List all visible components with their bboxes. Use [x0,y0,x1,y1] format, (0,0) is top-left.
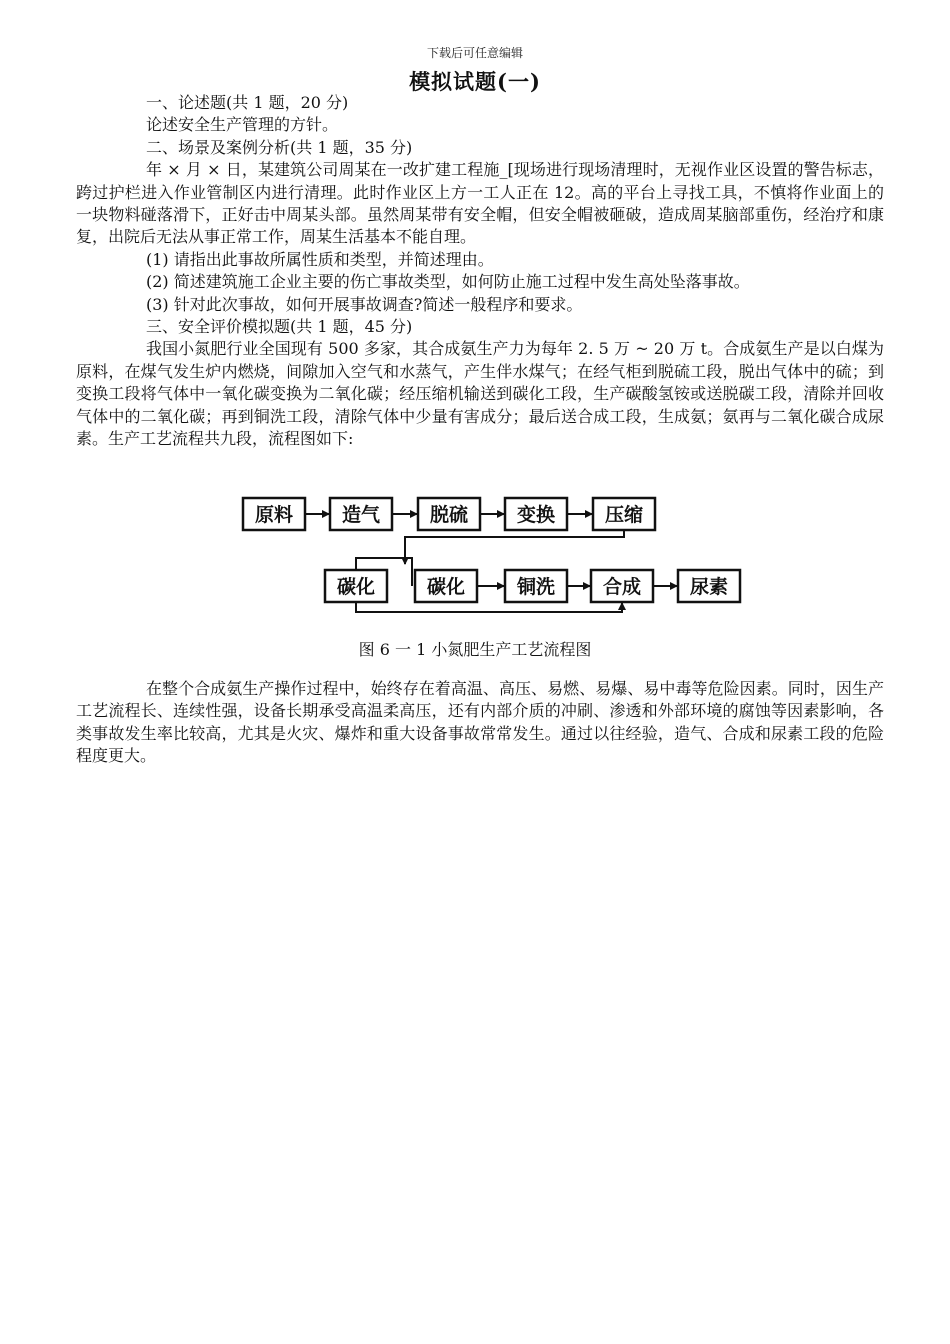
flow-node-row2-3-label: 铜洗 [516,576,556,598]
flow-node-row1-5-label: 压缩 [604,504,644,526]
flow-node-row2-1-label: 碳化 [336,576,376,598]
flow-bypass-line [356,602,622,612]
section-2-heading: 二、场景及案例分析(共 1 题，35 分) [146,137,413,157]
section-2-case: 年 × 月 × 日，某建筑公司周某在一改扩建工程施_[现场进行现场清理时，无视作业区设置的警告标志，跨过护栏进入作业管制区内进行清理。此时作业区上方一工人正在 12。高的平台上寻找工具，不慎将作业面上的一块物料碰落滑下，正好击中周某头部。虽然周某带有安全帽，但安全帽被砸破，造成周某脑部重伤，经治疗和康复，出院后无法从事正常工作，周某生活基本不能自理。 [76,160,884,247]
flow-node-row2-1 [325,570,387,602]
section-2-question-1: (1) 请指出此事故所属性质和类型，并简述理由。 [146,249,494,269]
section-2-question-2: (2) 简述建筑施工企业主要的伤亡事故类型，如何防止施工过程中发生高处坠落事故。 [146,272,750,292]
flow-node-row1-4-label: 变换 [516,504,556,526]
flow-node-row1-5 [593,498,655,530]
section-1-heading: 一、论述题(共 1 题，20 分) [146,93,349,112]
process-flowchart [235,488,755,618]
flow-node-row2-4 [591,570,653,602]
flow-node-row2-4-label: 合成 [602,576,642,598]
flow-node-row1-2-label: 造气 [341,504,381,526]
exam-body [76,92,884,451]
section-3-intro: 我国小氮肥行业全国现有 500 多家，其合成氨生产力为每年 2. 5 万 ~ 20 万 t。合成氨生产是以白煤为原料，在煤气发生炉内燃烧，间隙加入空气和水蒸气，产生伴水煤气；在经气柜到脱硫工段，脱出气体中的硫；到变换工段将气体中一氧化碳变换为二氧化碳；经压缩机输送到碳化工段，生产碳酸氢铵或送脱碳工段，清除并回收气体中的二氧化碳；再到铜洗工段，清除气体中少量有害成分；最后送合成工段，生成氨；氨再与二氧化碳合成尿素。生产工艺流程共九段，流程图如下: [76,339,884,449]
flow-node-row2-5-label: 尿素 [689,576,729,598]
section-3-heading: 三、安全评价模拟题(共 1 题，45 分) [146,317,413,337]
exam-body-continued [76,678,884,768]
flow-node-row2-2 [415,570,477,602]
section-1-question: 论述安全生产管理的方针。 [146,115,339,135]
flow-node-row1-3-label: 脱硫 [429,504,469,526]
flow-return-arrow [405,537,624,564]
flow-node-row2-3 [505,570,567,602]
document-title: 模拟试题(一) [409,69,541,94]
flow-node-row1-2 [330,498,392,530]
flowchart-svg [235,488,755,618]
flow-node-row1-4 [505,498,567,530]
flow-node-row1-3 [418,498,480,530]
figure-caption: 图 6 一 1 小氮肥生产工艺流程图 [358,640,592,659]
flow-node-row1-1 [243,498,305,530]
flow-node-row1-1-label: 原料 [254,504,294,526]
section-2-question-3: (3) 针对此次事故，如何开展事故调查?简述一般程序和要求。 [146,294,583,314]
flow-node-row2-5 [678,570,740,602]
section-3-hazards: 在整个合成氨生产操作过程中，始终存在着高温、高压、易燃、易爆、易中毒等危险因素。同时，因生产工艺流程长、连续性强，设备长期承受高温柔高压，还有内部介质的冲刷、渗透和外部环境的腐蚀等因素影响，各类事故发生率比较高，尤其是火灾、爆炸和重大设备事故常常发生。通过以往经验，造气、合成和尿素工段的危险程度更大。 [76,679,884,766]
flow-node-row2-2-label: 碳化 [426,576,466,598]
download-note: 下载后可任意编辑 [426,46,523,60]
